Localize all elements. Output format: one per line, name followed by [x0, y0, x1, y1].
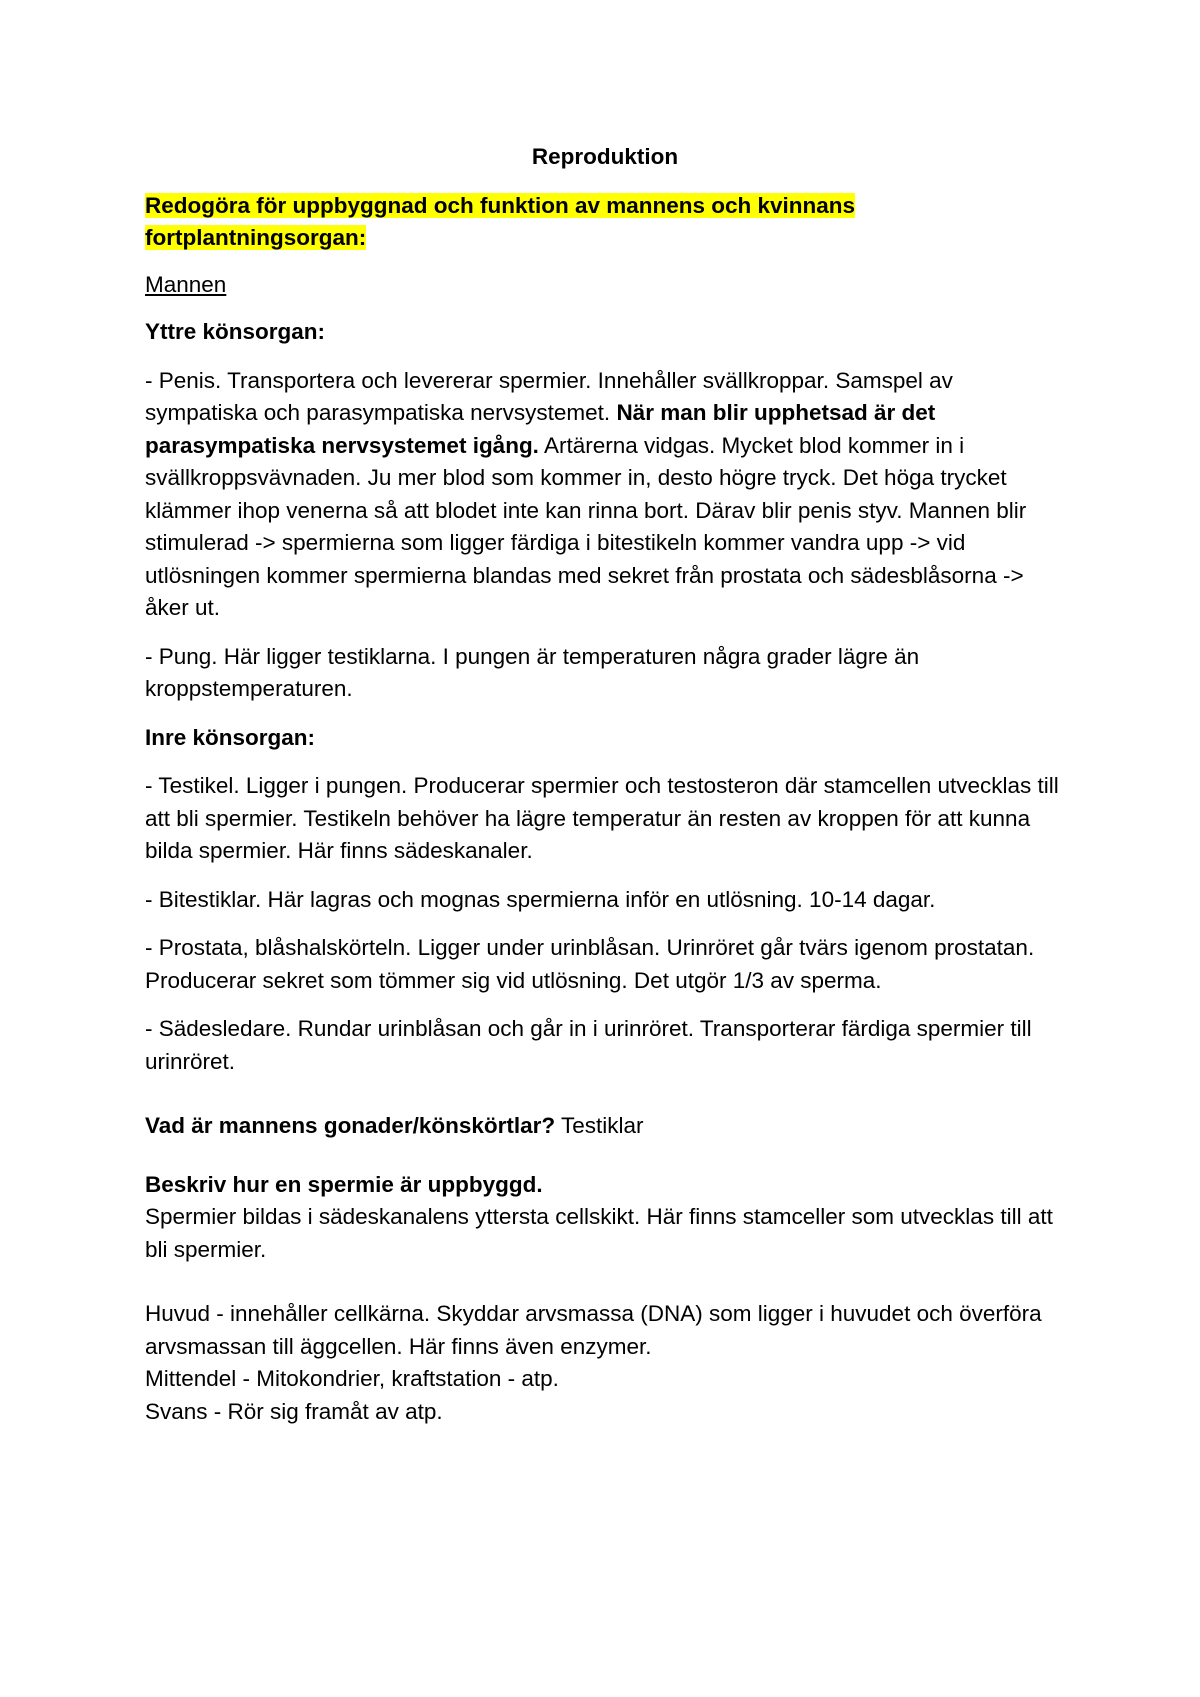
paragraph-bitestiklar: - Bitestiklar. Här lagras och mognas spermierna inför en utlösning. 10-14 dagar.	[145, 886, 936, 912]
line-mittendel: Mittendel - Mitokondrier, kraftstation - atp.	[145, 1366, 559, 1391]
section-heading-male: Mannen	[145, 271, 227, 297]
question-gonads	[145, 1110, 1065, 1143]
answer-sperm-structure: Spermier bildas i sädeskanalens yttersta cellskikt. Här finns stamceller som utvecklas till att bli spermier.	[145, 1204, 1053, 1262]
answer-gonads: Testiklar	[555, 1113, 644, 1138]
paragraph-sadesledare: - Sädesledare. Rundar urinblåsan och går in i urinröret. Transporterar färdiga spermier till urinröret.	[145, 1016, 1032, 1074]
question-heading	[145, 190, 1065, 255]
paragraph-testikel: - Testikel. Ligger i pungen. Producerar spermier och testosteron där stamcellen utvecklas till att bli spermier. Testikeln behöver ha lägre temperatur än resten av kroppen för att kunna bilda spermier. Här finns sädeskanaler.	[145, 773, 1059, 863]
penis-bold-text: När man blir upphetsad är det parasympatiska nervsystemet igång.	[145, 400, 936, 458]
line-huvud: Huvud - innehåller cellkärna. Skyddar arvsmassa (DNA) som ligger i huvudet och överföra arvsmassan till äggcellen. Här finns även enzymer.	[145, 1301, 1042, 1359]
paragraph-pung: - Pung. Här ligger testiklarna. I pungen är temperaturen några grader lägre än kroppstemperaturen.	[145, 643, 920, 701]
subheading-inner-organs: Inre könsorgan:	[145, 724, 316, 750]
question-sperm-structure: Beskriv hur en spermie är uppbyggd.	[145, 1171, 543, 1197]
blank-line	[145, 1266, 1065, 1298]
penis-text-end: Artärerna vidgas. Mycket blod kommer in i svällkroppsvävnaden. Ju mer blod som kommer in, desto högre tryck. Det höga trycket klämmer ihop venerna så att blodet inte kan rinna bort. Därav blir penis styv. Mannen blir stimulerad -> spermierna som ligger färdiga i bitestikeln kommer vandra upp -> vid utlösningen kommer spermierna blandas med sekret från prostata och sädesblåsorna -> åker ut.	[145, 432, 1027, 620]
highlighted-question: Redogöra för uppbyggnad och funktion av mannens och kvinnans fortplantningsorgan:	[145, 192, 856, 250]
paragraph-prostata: - Prostata, blåshalskörteln. Ligger under urinblåsan. Urinröret går tvärs igenom prostatan. Producerar sekret som tömmer sig vid utlösning. Det utgör 1/3 av sperma.	[145, 935, 1035, 993]
subheading-outer-organs: Yttre könsorgan:	[145, 319, 326, 344]
paragraph-penis	[145, 365, 1065, 625]
document-title: Reproduktion	[531, 144, 679, 169]
line-svans: Svans - Rör sig framåt av atp.	[145, 1398, 443, 1424]
penis-text-start: - Penis. Transportera och levererar spermier. Innehåller svällkroppar. Samspel av sympatiska och parasympatiska nervsystemet.	[145, 367, 953, 425]
question-gonads-label: Vad är mannens gonader/könskörtlar?	[145, 1113, 556, 1138]
document-body	[145, 141, 1065, 1428]
